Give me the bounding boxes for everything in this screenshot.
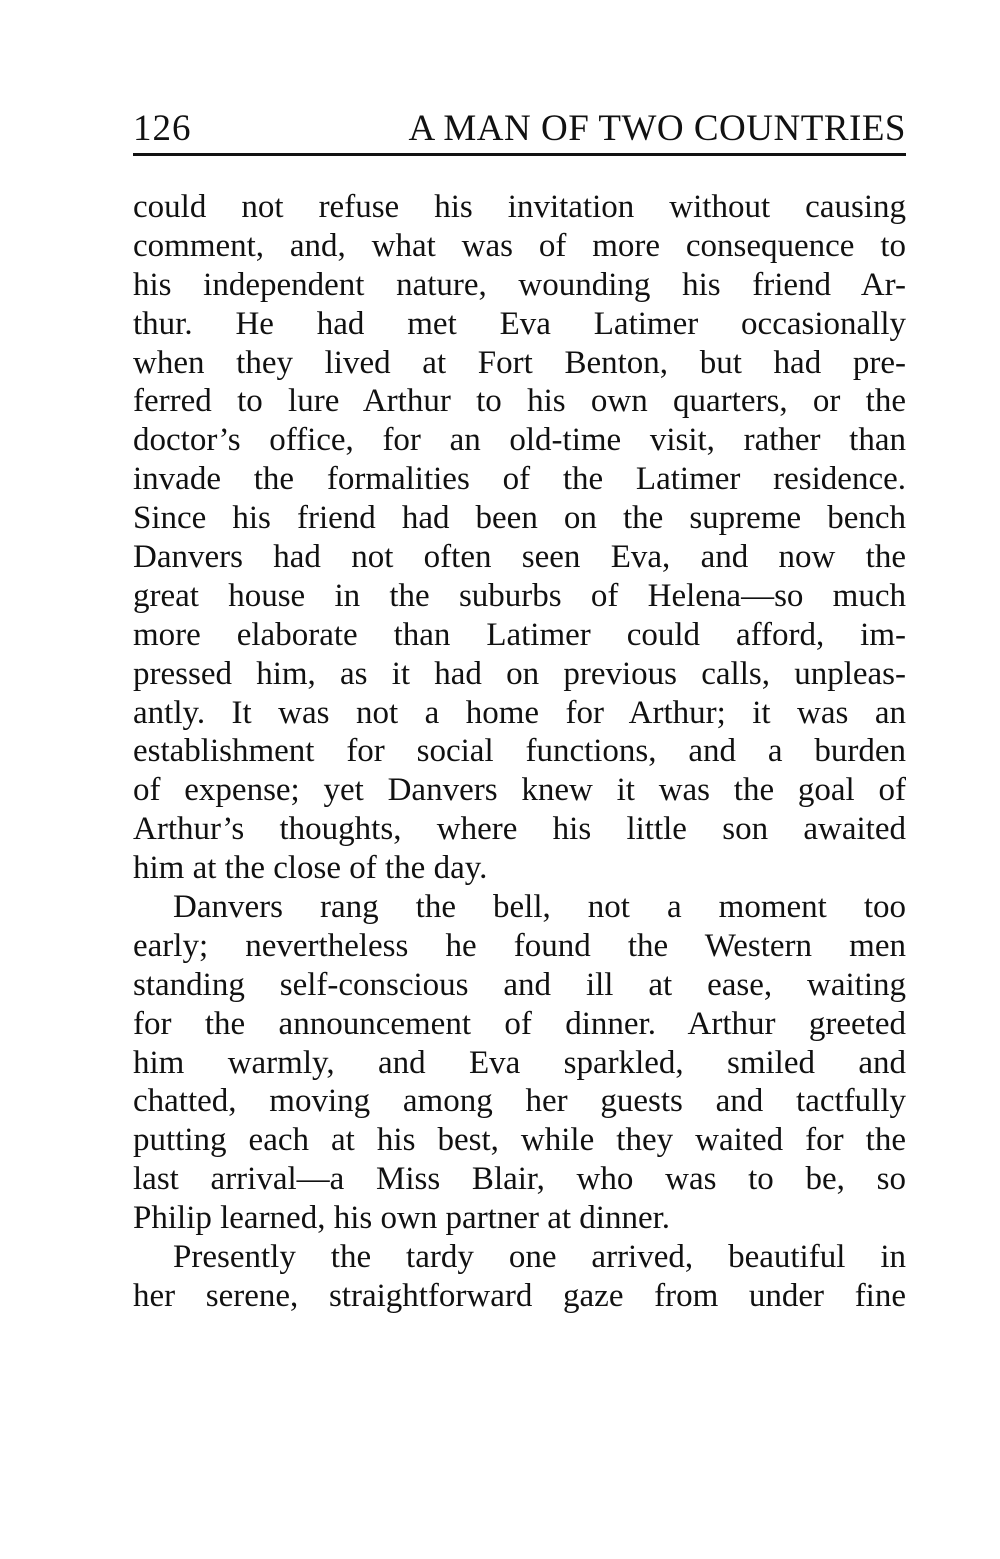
text-line: chatted, moving among her guests and tactfully xyxy=(133,1083,906,1120)
text-line: Philip learned, his own partner at dinner. xyxy=(133,1200,671,1237)
book-title: A MAN OF TWO COUNTRIES xyxy=(408,108,906,149)
text-line: when they lived at Fort Benton, but had pre- xyxy=(133,344,906,381)
text-line: early; nevertheless he found the Western men xyxy=(133,927,906,964)
text-line: putting each at his best, while they waited for the xyxy=(133,1122,906,1159)
text-line: great house in the suburbs of Helena—so much xyxy=(133,577,906,614)
text-line: antly. It was not a home for Arthur; it was an xyxy=(133,694,906,731)
text-line: his independent nature, wounding his friend Ar- xyxy=(133,266,906,303)
text-line: for the announcement of dinner. Arthur greeted xyxy=(133,1005,906,1042)
text-line: Since his friend had been on the supreme bench xyxy=(133,500,906,537)
running-head xyxy=(133,108,906,150)
text-line: pressed him, as it had on previous calls, unpleas- xyxy=(133,655,906,692)
text-line: ferred to lure Arthur to his own quarters, or the xyxy=(133,383,906,420)
text-line: last arrival—a Miss Blair, who was to be, so xyxy=(133,1161,906,1198)
text-line: doctor’s office, for an old-time visit, rather than xyxy=(133,422,906,459)
page-number: 126 xyxy=(133,108,192,149)
text-line: him warmly, and Eva sparkled, smiled and xyxy=(133,1044,906,1081)
text-line: Danvers had not often seen Eva, and now the xyxy=(133,539,906,576)
text-line: comment, and, what was of more consequence to xyxy=(133,227,906,264)
text-line: more elaborate than Latimer could afford, im- xyxy=(133,616,906,653)
text-line: thur. He had met Eva Latimer occasionally xyxy=(133,305,906,342)
text-line: her serene, straightforward gaze from under fine xyxy=(133,1277,906,1314)
text-line: establishment for social functions, and a burden xyxy=(133,733,906,770)
body-text xyxy=(133,188,906,1316)
text-line: Danvers rang the bell, not a moment too xyxy=(173,889,906,926)
header-rule xyxy=(133,153,906,156)
text-line: of expense; yet Danvers knew it was the goal of xyxy=(133,772,906,809)
text-line: Arthur’s thoughts, where his little son awaited xyxy=(133,811,906,848)
text-line: him at the close of the day. xyxy=(133,850,488,887)
text-line: could not refuse his invitation without causing xyxy=(133,189,906,225)
text-line: standing self-conscious and ill at ease, waiting xyxy=(133,966,906,1003)
text-line: invade the formalities of the Latimer residence. xyxy=(133,461,906,498)
text-line: Presently the tardy one arrived, beautiful in xyxy=(173,1239,906,1276)
